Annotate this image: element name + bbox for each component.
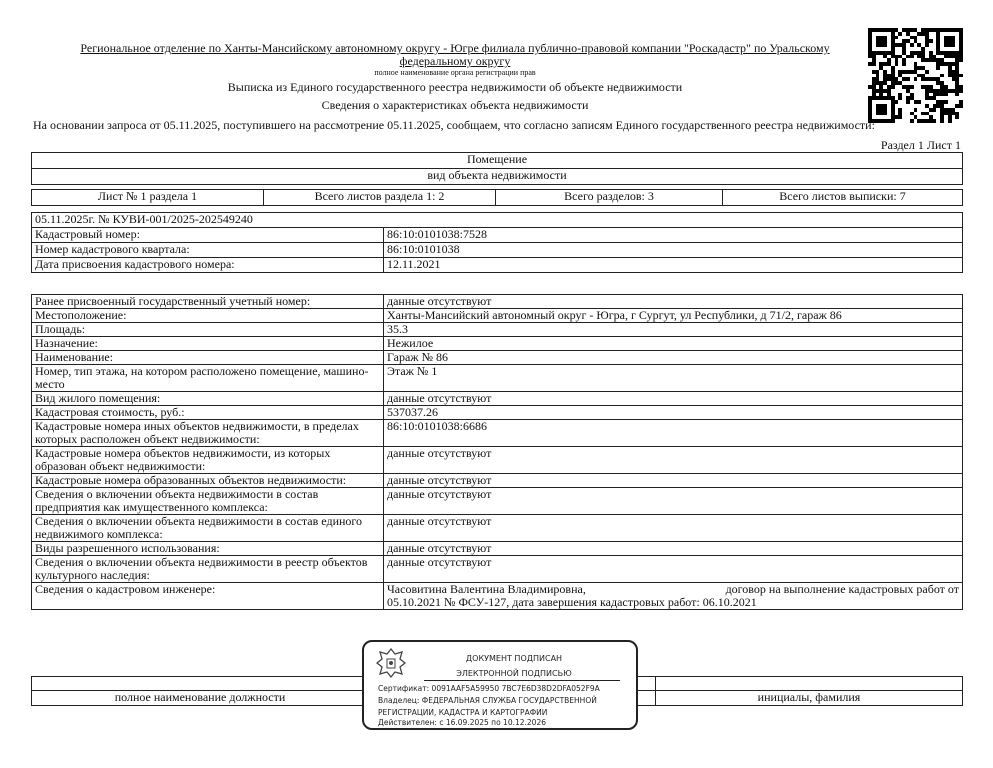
- registrar-name: [40, 42, 870, 68]
- row-label: Дата присвоения кадастрового номера:: [32, 258, 384, 273]
- coat-of-arms-icon: [374, 646, 408, 680]
- row-label: Ранее присвоенный государственный учетный номер:: [32, 295, 384, 309]
- engineer-info: [384, 583, 963, 610]
- name-caption: инициалы, фамилия: [656, 691, 963, 706]
- cadastral-number: 86:10:0101038:7528: [384, 228, 963, 243]
- section-label: Раздел 1 Лист 1: [880, 138, 961, 152]
- row-value: данные отсутствуют: [384, 488, 963, 515]
- stamp-owner-1: Владелец: ФЕДЕРАЛЬНАЯ СЛУЖБА ГОСУДАРСТВЕННОЙ: [378, 696, 597, 705]
- sheet-info-table: [31, 189, 963, 206]
- row-value: Нежилое: [384, 337, 963, 351]
- row-label: Назначение:: [32, 337, 384, 351]
- row-label: Сведения о включении объекта недвижимости в реестр объектов культурного наследия:: [32, 556, 384, 583]
- row-value: данные отсутствуют: [384, 447, 963, 474]
- row-value: 86:10:0101038:6686: [384, 420, 963, 447]
- row-value: данные отсутствуют: [384, 542, 963, 556]
- stamp-title-2: ЭЛЕКТРОННОЙ ПОДПИСЬЮ: [456, 669, 572, 678]
- row-label: Местоположение:: [32, 309, 384, 323]
- signature-position-cell: [32, 677, 369, 691]
- object-type-caption: вид объекта недвижимости: [32, 169, 963, 185]
- row-label: Кадастровый номер:: [32, 228, 384, 243]
- signature-name-cell: [656, 677, 963, 691]
- engineer-contract-b: 05.10.2021 № ФСУ-127, дата завершения кадастровых работ: 06.10.2021: [387, 595, 757, 609]
- row-value: данные отсутствуют: [384, 515, 963, 542]
- cadastral-quarter: 86:10:0101038: [384, 243, 963, 258]
- row-label: Кадастровые номера иных объектов недвижимости, в пределах которых расположен объект недвижимости:: [32, 420, 384, 447]
- stamp-certificate: Сертификат: 0091AAF5A59950 7BC7E6D38D2DFA052F9A: [378, 684, 600, 693]
- document-subtitle: Сведения о характеристиках объекта недвижимости: [321, 98, 589, 112]
- stamp-title-1: ДОКУМЕНТ ПОДПИСАН: [465, 654, 563, 663]
- row-value: данные отсутствуют: [384, 295, 963, 309]
- cadastral-table: [31, 212, 963, 273]
- row-label: Наименование:: [32, 351, 384, 365]
- row-label: Площадь:: [32, 323, 384, 337]
- request-reference: 05.11.2025г. № КУВИ-001/2025-202549240: [32, 213, 963, 228]
- cadastral-value: 537037.26: [384, 406, 963, 420]
- engineer-name: Часовитина Валентина Владимировна,: [387, 582, 586, 596]
- row-label: Сведения о включении объекта недвижимости в состав единого недвижимого комплекса:: [32, 515, 384, 542]
- row-label: Номер кадастрового квартала:: [32, 243, 384, 258]
- row-label: Номер, тип этажа, на котором расположено помещение, машино-место: [32, 365, 384, 392]
- characteristics-table: [31, 294, 963, 610]
- row-label: Кадастровые номера образованных объектов недвижимости:: [32, 474, 384, 488]
- registrar-name-line1: Региональное отделение по Ханты-Мансийскому автономному округу - Югре филиала публично-правовой компании "Роскадастр" по Уральскому: [80, 41, 830, 55]
- stamp-divider: [424, 680, 620, 681]
- stamp-validity: Действителен: с 16.09.2025 по 10.12.2026: [378, 718, 546, 727]
- electronic-signature-stamp: [362, 640, 638, 730]
- registrar-name-line2: федеральному округу: [399, 54, 511, 68]
- position-caption: полное наименование должности: [32, 691, 369, 706]
- object-type: Помещение: [32, 153, 963, 169]
- row-label: Виды разрешенного использования:: [32, 542, 384, 556]
- row-label: Вид жилого помещения:: [32, 392, 384, 406]
- extract-sheets-total: Всего листов выписки: 7: [723, 190, 963, 206]
- row-value: Гараж № 86: [384, 351, 963, 365]
- object-type-table: [31, 152, 963, 185]
- row-label: Кадастровые номера объектов недвижимости, из которых образован объект недвижимости:: [32, 447, 384, 474]
- area-value: 35.3: [384, 323, 963, 337]
- assignment-date: 12.11.2021: [384, 258, 963, 273]
- row-value: Этаж № 1: [384, 365, 963, 392]
- qr-code: [868, 28, 963, 123]
- row-label: Кадастровая стоимость, руб.:: [32, 406, 384, 420]
- sections-total: Всего разделов: 3: [496, 190, 723, 206]
- stamp-owner-2: РЕГИСТРАЦИИ, КАДАСТРА И КАРТОГРАФИИ: [378, 708, 548, 717]
- section-sheets-total: Всего листов раздела 1: 2: [264, 190, 496, 206]
- document-title: Выписка из Единого государственного реестра недвижимости об объекте недвижимости: [227, 80, 683, 94]
- address-value: Ханты-Мансийский автономный округ - Югра, г Сургут, ул Республики, д 71/2, гараж 86: [384, 309, 963, 323]
- engineer-contract-a: договор на выполнение кадастровых работ от: [725, 582, 959, 596]
- row-value: данные отсутствуют: [384, 392, 963, 406]
- sheet-number: Лист № 1 раздела 1: [32, 190, 264, 206]
- row-label: Сведения о кадастровом инженере:: [32, 583, 384, 610]
- row-value: данные отсутствуют: [384, 556, 963, 583]
- row-value: данные отсутствуют: [384, 474, 963, 488]
- intro-text: На основании запроса от 05.11.2025, поступившего на рассмотрение 05.11.2025, сообщаем, что согласно записям Единого государственного реестра недвижимости:: [33, 118, 875, 132]
- registrar-caption: полное наименование органа регистрации прав: [374, 68, 536, 77]
- row-label: Сведения о включении объекта недвижимости в состав предприятия как имущественного комплекса:: [32, 488, 384, 515]
